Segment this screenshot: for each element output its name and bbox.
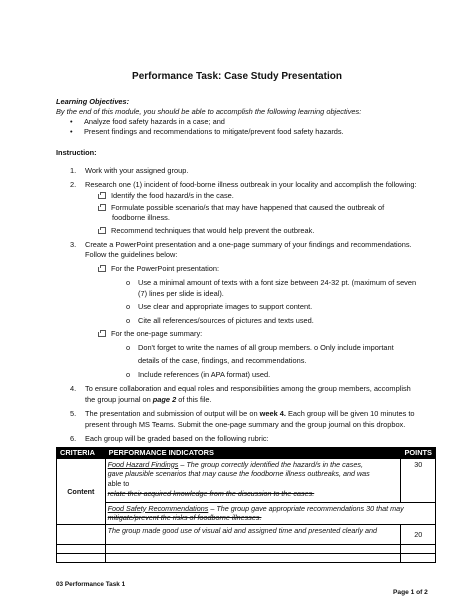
points-hazard-findings: 30 (401, 458, 436, 502)
table-row (57, 545, 436, 554)
bullet-icon: • (70, 117, 73, 126)
ppt-item-1-cont: (7) lines per slide is ideal). (138, 289, 224, 298)
step-5-cont: present through MS Teams. Submit the one-page summary and the group journal on this dropbox. (85, 420, 406, 429)
checkbox-bullet-icon (98, 267, 106, 272)
summary-item-1-cont: details of the case, findings, and recommendations. (138, 356, 307, 365)
step-5: 5. The presentation and submission of output will be on week 4. Each group will be given 10 minutes to (70, 409, 415, 418)
ppt-item-3: o Cite all references/sources of pictures and texts used. (126, 316, 314, 325)
points-visual-aid: 20 (401, 525, 436, 545)
checkbox-bullet-icon (98, 229, 106, 234)
rubric-table (56, 447, 436, 563)
step-4-cont: the group journal on page 2 of this file. (85, 395, 212, 404)
step-2-sub-1: Identify the food hazard/s in the case. (98, 191, 234, 201)
bullet-icon: • (70, 127, 73, 136)
step-3: 3. Create a PowerPoint presentation and a one-page summary of your findings and recommendations. (70, 240, 412, 249)
summary-item-2: o Include references (in APA format) used. (126, 370, 271, 379)
objective-item: • Present findings and recommendations to mitigate/prevent food safety hazards. (70, 127, 344, 136)
checkbox-bullet-icon (98, 206, 106, 211)
ppt-heading: For the PowerPoint presentation: (98, 264, 219, 274)
step-1: 1. Work with your assigned group. (70, 166, 189, 175)
step-4: 4. To ensure collaboration and equal roles and responsibilities among the group members, accomplish (70, 384, 411, 393)
checkbox-bullet-icon (98, 194, 106, 199)
points-header: POINTS (401, 448, 436, 459)
objective-item: • Analyze food safety hazards in a case; and (70, 117, 225, 126)
footer-page-number: Page 1 of 2 (393, 589, 428, 596)
summary-heading: For the one-page summary: (98, 329, 202, 339)
table-row (57, 502, 436, 524)
step-2: 2. Research one (1) incident of food-borne illness outbreak in your locality and accomplish the following: (70, 180, 417, 189)
step-2-sub-2: Formulate possible scenario/s that may have happened that caused the outbreak of (98, 203, 384, 213)
indicators-header: PERFORMANCE INDICATORS (105, 448, 401, 459)
instruction-heading: Instruction: (56, 148, 97, 157)
step-2-sub-2-cont: foodborne illness. (112, 213, 170, 222)
checkbox-bullet-icon (98, 332, 106, 337)
criteria-header: CRITERIA (57, 448, 106, 459)
step-3-cont: Follow the guidelines below: (85, 250, 178, 259)
table-row (57, 525, 436, 545)
step-2-sub-3: Recommend techniques that would help prevent the outbreak. (98, 226, 314, 236)
rubric-header-row (57, 448, 436, 459)
step-6: 6. Each group will be graded based on the following rubric: (70, 434, 269, 443)
footer-doc-label: 03 Performance Task 1 (56, 581, 126, 588)
objectives-heading: Learning Objectives: (56, 97, 130, 106)
criteria-content: Content (57, 458, 106, 524)
indicator-safety-recommendations: Food Safety Recommendations – The group gave appropriate recommendations 30 that may mitigate/prevent the risks of foodborne illnesses. (105, 502, 435, 524)
ppt-item-2: o Use clear and appropriate images to support content. (126, 302, 313, 311)
table-row (57, 554, 436, 563)
table-row (57, 458, 436, 502)
ppt-item-1: o Use a minimal amount of texts with a font size between 24-32 pt. (maximum of seven (126, 278, 417, 287)
objectives-intro: By the end of this module, you should be able to accomplish the following learning objectives: (56, 107, 362, 116)
indicator-hazard-findings: Food Hazard Findings – The group correctly identified the hazard/s in the cases, gave plausible scenarios that may cause the foodborne illness outbreaks, and was able to relate their acquired knowledge from the discussion to the cases. (105, 458, 401, 502)
page-title: Performance Task: Case Study Presentation (132, 71, 342, 82)
summary-item-1: o Don't forget to write the names of all group members. o Only include important (126, 343, 394, 352)
indicator-visual-aid: The group made good use of visual aid and assigned time and presented clearly and (105, 525, 401, 545)
